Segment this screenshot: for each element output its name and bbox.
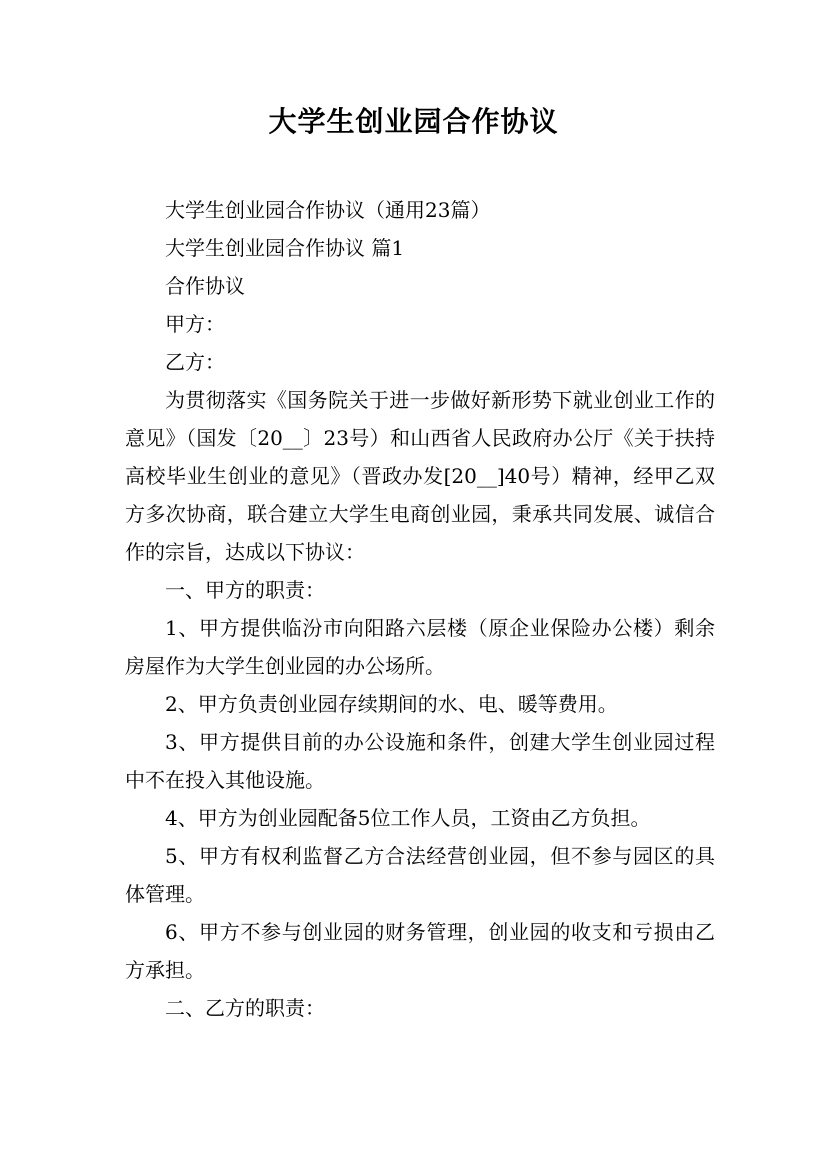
- document-title: 大学生创业园合作协议: [268, 105, 559, 138]
- document-body: [125, 191, 715, 1027]
- paragraph-duty-1: 1、甲方提供临汾市向阳路六层楼（原企业保险办公楼）剩余房屋作为大学生创业园的办公场所。: [125, 616, 715, 678]
- paragraph-party-b: 乙方：: [165, 350, 225, 374]
- paragraph-preamble: 为贯彻落实《国务院关于进一步做好新形势下就业创业工作的意见》（国发〔20__〕23号）和山西省人民政府办公厅《关于扶持高校毕业生创业的意见》（晋政办发[20__]40号）精神，经甲乙双方多次协商，联合建立大学生电商创业园，秉承共同发展、诚信合作的宗旨，达成以下协议：: [125, 388, 715, 564]
- paragraph-agreement-label: 合作协议: [165, 274, 245, 298]
- paragraph-duty-4: 4、甲方为创业园配备5位工作人员，工资由乙方负担。: [165, 806, 651, 830]
- paragraph-party-b-duties-heading: 二、乙方的职责：: [165, 996, 325, 1020]
- paragraph-subtitle: 大学生创业园合作协议（通用23篇）: [165, 198, 491, 222]
- paragraph-section-heading: 大学生创业园合作协议 篇1: [165, 236, 405, 260]
- paragraph-duty-6: 6、甲方不参与创业园的财务管理，创业园的收支和亏损由乙方承担。: [125, 920, 715, 982]
- paragraph-party-a: 甲方：: [165, 312, 225, 336]
- paragraph-duty-2: 2、甲方负责创业园存续期间的水、电、暖等费用。: [165, 692, 618, 716]
- paragraph-party-a-duties-heading: 一、甲方的职责：: [165, 578, 325, 602]
- paragraph-duty-5: 5、甲方有权利监督乙方合法经营创业园，但不参与园区的具体管理。: [125, 844, 715, 906]
- paragraph-duty-3: 3、甲方提供目前的办公设施和条件，创建大学生创业园过程中不在投入其他设施。: [125, 730, 715, 792]
